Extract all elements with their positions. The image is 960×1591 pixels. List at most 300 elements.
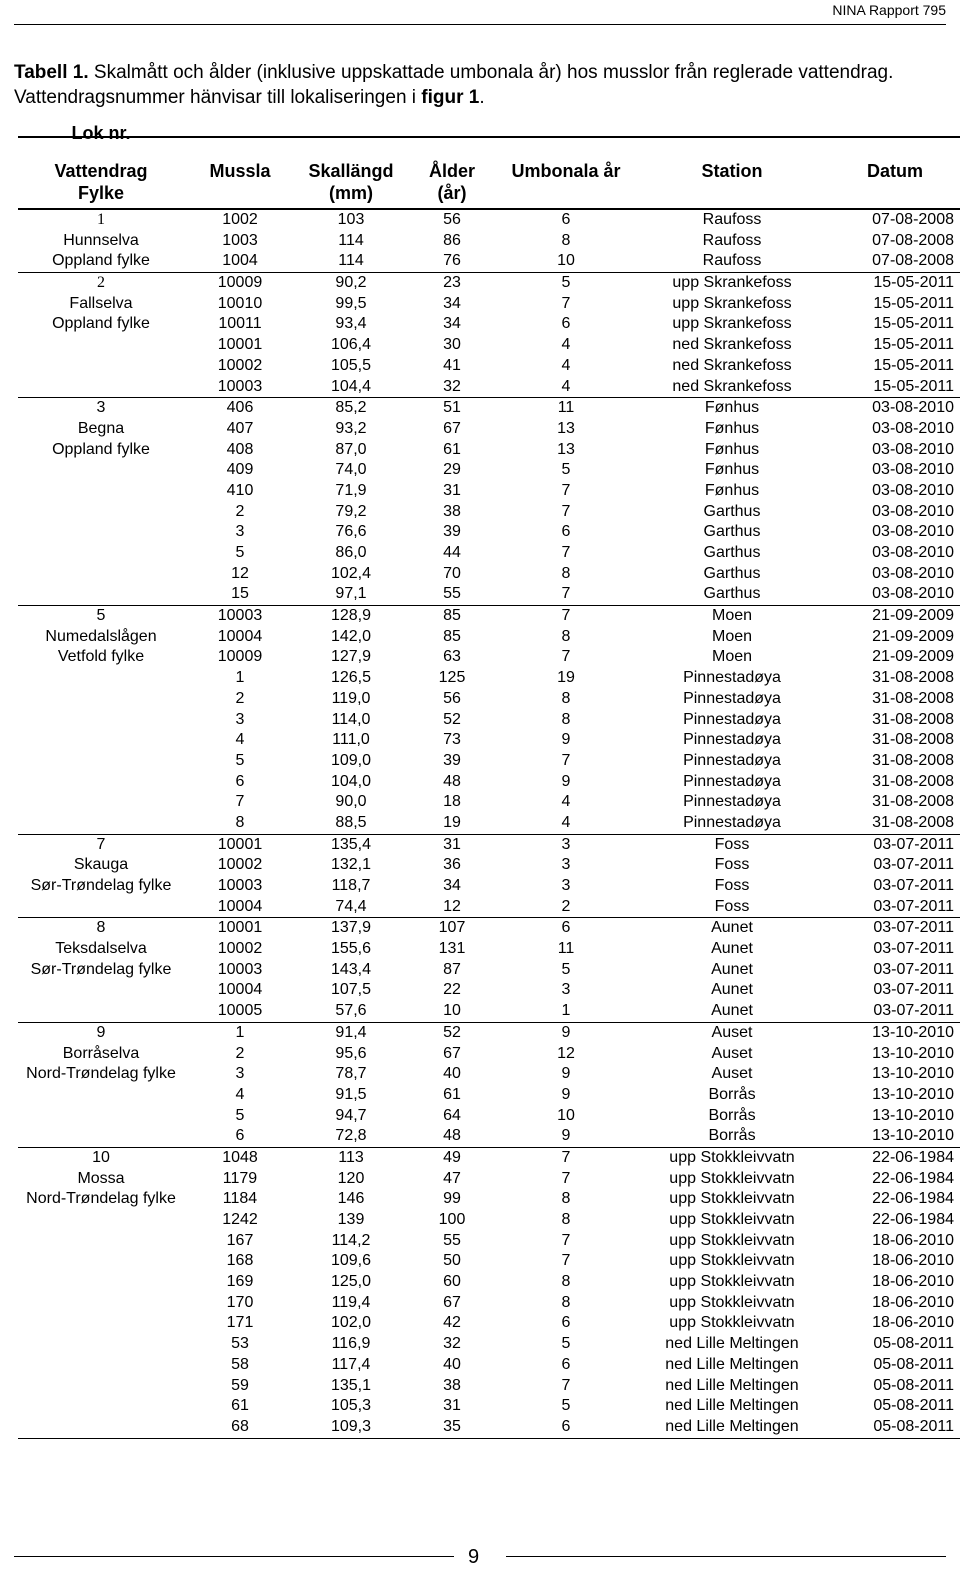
cell-mussla: 68 — [231, 1417, 249, 1435]
cell-station: Pinnestadøya — [683, 710, 781, 728]
cell-station: Foss — [714, 835, 750, 853]
cell-mussla: 3 — [235, 1065, 245, 1083]
cell-station: Garthus — [703, 564, 761, 582]
cell-alder: 38 — [443, 1376, 461, 1394]
table-row — [18, 813, 960, 834]
cell-skallangd: 94,7 — [335, 1106, 367, 1124]
cell-location — [18, 689, 184, 710]
cell-station: Foss — [714, 856, 750, 874]
col-skallangd: Skallängd — [308, 161, 394, 181]
cell-alder: 18 — [443, 793, 461, 811]
table-row — [18, 689, 960, 710]
cell-station: ned Lille Meltingen — [665, 1417, 799, 1435]
table-group — [18, 918, 960, 1022]
cell-station: Borrås — [708, 1127, 756, 1145]
cell-umbonala: 7 — [561, 1169, 571, 1187]
table-group — [18, 1023, 960, 1148]
cell-umbonala: 8 — [561, 564, 571, 582]
cell-umbonala: 9 — [561, 1023, 571, 1041]
footer-rule-right — [506, 1556, 946, 1557]
cell-datum: 03-07-2011 — [873, 897, 954, 915]
cell-alder: 34 — [443, 315, 461, 333]
cell-mussla: 408 — [226, 440, 254, 458]
cell-umbonala: 13 — [557, 419, 575, 437]
cell-alder: 48 — [443, 1127, 461, 1145]
cell-station: Fønhus — [704, 440, 760, 458]
table-row — [18, 231, 960, 252]
cell-mussla: 5 — [235, 751, 245, 769]
cell-alder: 70 — [443, 564, 461, 582]
table-caption — [14, 60, 954, 110]
cell-umbonala: 5 — [561, 1335, 571, 1353]
caption-label: Tabell 1. — [14, 62, 89, 83]
cell-mussla: 2 — [235, 502, 245, 520]
cell-datum: 03-07-2011 — [873, 1002, 954, 1020]
cell-mussla: 10011 — [218, 315, 262, 333]
cell-datum: 07-08-2008 — [872, 252, 954, 270]
cell-alder: 32 — [443, 377, 461, 395]
cell-alder: 55 — [443, 1231, 461, 1249]
cell-datum: 03-08-2010 — [872, 481, 954, 499]
cell-mussla: 10001 — [217, 835, 263, 853]
cell-location — [18, 772, 184, 793]
table-row — [18, 1001, 960, 1022]
cell-umbonala: 7 — [561, 294, 571, 312]
cell-alder: 23 — [443, 274, 461, 292]
cell-location: 10 — [92, 1148, 110, 1166]
cell-skallangd: 135,1 — [330, 1376, 372, 1394]
cell-umbonala: 19 — [557, 669, 575, 687]
cell-location — [18, 460, 184, 481]
cell-location — [18, 356, 184, 377]
col-vattendrag: Vattendrag — [54, 161, 148, 181]
cell-mussla: 10010 — [217, 294, 263, 312]
cell-mussla: 10003 — [217, 877, 263, 894]
cell-datum: 03-07-2011 — [873, 981, 954, 999]
cell-skallangd: 97,1 — [335, 585, 367, 603]
cell-station: Pinnestadøya — [683, 813, 781, 831]
table-row — [18, 377, 960, 398]
cell-station: Garthus — [703, 544, 761, 561]
cell-station: Fønhus — [704, 419, 760, 437]
cell-location — [18, 1334, 184, 1355]
cell-skallangd: 118,7 — [331, 877, 371, 894]
cell-skallangd: 74,0 — [335, 461, 367, 479]
cell-alder: 51 — [443, 399, 461, 417]
cell-alder: 39 — [443, 751, 461, 769]
cell-umbonala: 2 — [561, 897, 571, 915]
cell-location — [18, 1126, 184, 1147]
cell-datum: 15-05-2011 — [873, 315, 954, 333]
cell-alder: 52 — [443, 1023, 461, 1041]
cell-alder: 56 — [443, 689, 461, 707]
cell-station: ned Lille Meltingen — [665, 1397, 799, 1415]
cell-mussla: 3 — [235, 523, 245, 541]
cell-location: Oppland fylke — [52, 252, 150, 270]
cell-alder: 76 — [443, 252, 461, 270]
cell-umbonala: 3 — [561, 835, 571, 853]
cell-skallangd: 57,6 — [335, 1002, 367, 1020]
table-row — [18, 772, 960, 793]
page-number: 9 — [468, 1546, 480, 1568]
cell-datum: 03-08-2010 — [872, 399, 954, 417]
cell-datum: 15-05-2011 — [873, 356, 954, 374]
cell-skallangd: 87,0 — [335, 440, 367, 458]
cell-skallangd: 99,5 — [335, 294, 367, 312]
cell-skallangd: 113 — [338, 1148, 364, 1166]
cell-location: Hunnselva — [63, 231, 139, 249]
cell-mussla: 4 — [235, 1085, 245, 1103]
table-row — [18, 897, 960, 918]
cell-location — [18, 564, 184, 585]
cell-skallangd: 146 — [337, 1190, 365, 1208]
cell-skallangd: 114,0 — [331, 710, 371, 728]
cell-umbonala: 6 — [561, 919, 571, 937]
cell-mussla: 10004 — [217, 897, 263, 915]
cell-skallangd: 79,2 — [335, 502, 367, 520]
cell-mussla: 5 — [235, 1106, 245, 1124]
cell-station: Raufoss — [702, 231, 762, 249]
table-row — [18, 314, 960, 335]
cell-skallangd: 88,5 — [335, 813, 367, 831]
cell-skallangd: 102,4 — [330, 564, 372, 582]
cell-location — [18, 1231, 184, 1252]
cell-mussla: 1179 — [222, 1169, 258, 1187]
cell-datum: 05-08-2011 — [873, 1335, 954, 1353]
cell-umbonala: 7 — [561, 502, 571, 520]
cell-station: Moen — [711, 627, 753, 645]
cell-alder: 85 — [443, 607, 461, 625]
cell-mussla: 53 — [231, 1335, 249, 1353]
cell-mussla: 10009 — [217, 274, 263, 292]
cell-umbonala: 4 — [561, 356, 571, 374]
cell-datum: 31-08-2008 — [872, 710, 954, 728]
cell-skallangd: 114,2 — [331, 1231, 371, 1249]
cell-alder: 35 — [443, 1417, 461, 1435]
cell-alder: 52 — [443, 710, 461, 728]
cell-datum: 13-10-2010 — [872, 1044, 954, 1062]
table-row — [18, 1023, 960, 1044]
cell-location: Oppland fylke — [52, 315, 150, 333]
cell-datum: 03-07-2011 — [873, 940, 954, 958]
footer-rule-left — [14, 1556, 454, 1557]
cell-datum: 03-07-2011 — [873, 856, 954, 874]
cell-skallangd: 139 — [337, 1211, 365, 1228]
cell-alder: 40 — [443, 1355, 461, 1373]
cell-umbonala: 7 — [561, 1252, 571, 1270]
col-fylke: Fylke — [77, 183, 125, 203]
table-row — [18, 627, 960, 648]
col-alder-unit: (år) — [437, 183, 467, 203]
cell-datum: 05-08-2011 — [873, 1397, 954, 1415]
cell-umbonala: 11 — [557, 399, 575, 417]
cell-alder: 39 — [443, 523, 461, 541]
data-table — [18, 123, 960, 1439]
cell-location: Nord-Trøndelag fylke — [26, 1065, 176, 1083]
cell-datum: 03-08-2010 — [872, 419, 954, 437]
cell-datum: 18-06-2010 — [872, 1231, 954, 1249]
cell-datum: 21-09-2009 — [872, 607, 954, 625]
cell-alder: 22 — [443, 981, 461, 999]
cell-alder: 63 — [443, 648, 461, 666]
cell-location: Vetfold fylke — [57, 648, 145, 666]
cell-skallangd: 72,8 — [335, 1127, 367, 1145]
cell-umbonala: 4 — [561, 377, 571, 395]
cell-datum: 03-07-2011 — [873, 960, 954, 978]
cell-skallangd: 109,3 — [330, 1417, 372, 1435]
cell-alder: 61 — [443, 440, 461, 458]
cell-station: ned Lille Meltingen — [665, 1335, 799, 1353]
cell-datum: 03-08-2010 — [872, 544, 954, 561]
cell-station: Moen — [711, 648, 753, 666]
cell-station: Raufoss — [702, 252, 762, 270]
cell-umbonala: 7 — [561, 607, 571, 625]
cell-station: Borrås — [708, 1106, 756, 1124]
cell-datum: 18-06-2010 — [872, 1293, 954, 1311]
cell-datum: 22-06-1984 — [872, 1211, 954, 1228]
cell-station: Moen — [711, 607, 753, 625]
cell-alder: 64 — [443, 1106, 461, 1124]
cell-skallangd: 142,0 — [330, 627, 372, 645]
cell-skallangd: 105,3 — [330, 1397, 372, 1415]
cell-location — [18, 1106, 184, 1127]
cell-location: Mossa — [77, 1169, 125, 1187]
cell-umbonala: 5 — [561, 1397, 571, 1415]
cell-umbonala: 8 — [561, 689, 571, 707]
table-row — [18, 481, 960, 502]
table-row — [18, 1085, 960, 1106]
cell-location: Borråselva — [62, 1044, 140, 1062]
cell-location — [18, 1355, 184, 1376]
cell-skallangd: 90,0 — [335, 793, 367, 811]
cell-station: ned Skrankefoss — [672, 377, 792, 395]
cell-mussla: 10004 — [217, 981, 263, 999]
cell-skallangd: 86,0 — [335, 544, 367, 561]
table-row — [18, 1169, 960, 1190]
cell-station: Auset — [711, 1044, 753, 1062]
cell-umbonala: 6 — [561, 211, 571, 228]
cell-mussla: 58 — [231, 1355, 249, 1373]
cell-mussla: 59 — [231, 1376, 249, 1394]
cell-station: upp Stokkleivvatn — [669, 1211, 795, 1228]
cell-skallangd: 120 — [337, 1169, 365, 1187]
cell-station: Pinnestadøya — [683, 751, 781, 769]
cell-station: upp Stokkleivvatn — [669, 1231, 795, 1249]
table-body — [18, 210, 960, 1439]
table-group — [18, 273, 960, 398]
cell-mussla: 5 — [235, 544, 245, 561]
cell-alder: 44 — [443, 544, 461, 561]
cell-mussla: 7 — [235, 793, 245, 811]
cell-umbonala: 6 — [561, 523, 571, 541]
cell-umbonala: 7 — [561, 1231, 571, 1249]
cell-alder: 31 — [443, 835, 461, 853]
cell-location: 7 — [96, 835, 106, 853]
table-row — [18, 440, 960, 461]
cell-skallangd: 104,4 — [330, 377, 372, 395]
table-row — [18, 543, 960, 564]
cell-location: 2 — [97, 274, 105, 292]
cell-datum: 15-05-2011 — [873, 377, 954, 395]
table-row — [18, 1064, 960, 1085]
cell-alder: 131 — [438, 940, 466, 958]
cell-mussla: 10005 — [217, 1002, 263, 1020]
cell-alder: 125 — [438, 669, 466, 687]
cell-umbonala: 13 — [557, 440, 575, 458]
cell-mussla: 410 — [226, 481, 254, 499]
cell-mussla: 1002 — [222, 211, 258, 228]
cell-location — [18, 1376, 184, 1397]
cell-skallangd: 103 — [337, 211, 365, 228]
cell-location — [18, 1313, 184, 1334]
cell-location — [18, 710, 184, 731]
table-row — [18, 730, 960, 751]
caption-end: . — [479, 87, 485, 108]
cell-location — [18, 1001, 184, 1022]
col-mussla: Mussla — [209, 161, 271, 181]
cell-datum: 31-08-2008 — [872, 793, 954, 811]
table-row — [18, 1251, 960, 1272]
cell-umbonala: 5 — [561, 461, 571, 479]
cell-umbonala: 7 — [561, 1376, 571, 1394]
cell-umbonala: 8 — [561, 627, 571, 645]
cell-alder: 100 — [438, 1211, 466, 1228]
cell-location — [18, 751, 184, 772]
cell-mussla: 1242 — [222, 1211, 258, 1228]
cell-location — [18, 1417, 184, 1438]
cell-umbonala: 3 — [561, 856, 571, 874]
cell-datum: 31-08-2008 — [872, 669, 954, 687]
cell-location: Nord-Trøndelag fylke — [26, 1190, 176, 1208]
cell-mussla: 61 — [231, 1397, 249, 1415]
cell-skallangd: 116,9 — [331, 1335, 371, 1353]
cell-station: Pinnestadøya — [683, 669, 781, 687]
cell-alder: 36 — [443, 856, 461, 874]
table-row — [18, 960, 960, 981]
cell-mussla: 1 — [235, 1023, 245, 1041]
cell-station: Borrås — [708, 1085, 756, 1103]
cell-alder: 60 — [443, 1273, 461, 1291]
table-row — [18, 584, 960, 605]
cell-umbonala: 9 — [561, 1127, 571, 1145]
cell-umbonala: 1 — [561, 1002, 571, 1020]
col-datum: Datum — [866, 161, 923, 181]
cell-station: Auset — [711, 1065, 753, 1083]
cell-location — [18, 1293, 184, 1314]
cell-station: Fønhus — [704, 481, 760, 499]
table-row — [18, 1355, 960, 1376]
cell-datum: 03-08-2010 — [872, 585, 954, 603]
cell-skallangd: 74,4 — [335, 897, 367, 915]
caption-figure-ref: figur 1 — [421, 87, 480, 108]
cell-datum: 05-08-2011 — [873, 1417, 954, 1435]
cell-station: upp Skrankefoss — [672, 315, 792, 333]
cell-alder: 67 — [443, 1293, 461, 1311]
cell-datum: 31-08-2008 — [872, 689, 954, 707]
table-row — [18, 668, 960, 689]
table-group — [18, 606, 960, 835]
table-group — [18, 398, 960, 606]
cell-umbonala: 7 — [561, 481, 571, 499]
table-row — [18, 647, 960, 668]
cell-mussla: 170 — [226, 1293, 254, 1311]
cell-mussla: 409 — [226, 461, 254, 479]
cell-datum: 13-10-2010 — [872, 1085, 954, 1103]
cell-location — [18, 1251, 184, 1272]
cell-mussla: 1048 — [222, 1148, 258, 1166]
cell-datum: 18-06-2010 — [872, 1252, 954, 1270]
table-row — [18, 606, 960, 627]
cell-datum: 31-08-2008 — [872, 731, 954, 749]
table-row — [18, 710, 960, 731]
cell-station: Fønhus — [704, 399, 760, 417]
cell-mussla: 2 — [235, 689, 245, 707]
cell-umbonala: 10 — [557, 252, 575, 270]
cell-location — [18, 668, 184, 689]
cell-umbonala: 7 — [561, 648, 571, 666]
cell-station: upp Stokkleivvatn — [669, 1314, 795, 1332]
table-row — [18, 356, 960, 377]
cell-skallangd: 109,6 — [330, 1252, 372, 1270]
cell-mussla: 1 — [235, 669, 245, 687]
cell-umbonala: 8 — [561, 1211, 571, 1228]
cell-mussla: 10003 — [217, 377, 263, 395]
cell-mussla: 168 — [226, 1252, 254, 1270]
cell-location: Skauga — [73, 856, 129, 874]
cell-station: Aunet — [711, 1002, 753, 1020]
cell-umbonala: 6 — [561, 315, 571, 333]
cell-skallangd: 117,4 — [331, 1355, 371, 1373]
cell-alder: 49 — [443, 1148, 461, 1166]
cell-station: Pinnestadøya — [683, 731, 781, 749]
cell-umbonala: 5 — [561, 274, 571, 292]
table-row — [18, 1126, 960, 1147]
cell-mussla: 1184 — [222, 1190, 258, 1208]
cell-station: Aunet — [711, 960, 753, 978]
cell-station: ned Skrankefoss — [672, 336, 792, 354]
table-row — [18, 939, 960, 960]
col-station: Station — [701, 161, 763, 181]
cell-umbonala: 6 — [561, 1314, 571, 1332]
cell-location: Sør-Trøndelag fylke — [30, 960, 172, 978]
cell-umbonala: 3 — [561, 877, 571, 894]
cell-mussla: 10001 — [217, 919, 263, 937]
col-alder: Ålder — [428, 161, 475, 181]
cell-location: Teksdalselva — [55, 940, 147, 958]
cell-location — [18, 584, 184, 605]
cell-alder: 48 — [443, 772, 461, 790]
cell-umbonala: 12 — [557, 1044, 575, 1062]
cell-alder: 31 — [443, 481, 461, 499]
cell-alder: 87 — [443, 960, 461, 978]
cell-station: upp Skrankefoss — [672, 274, 792, 292]
table-row — [18, 502, 960, 523]
cell-station: Pinnestadøya — [683, 772, 781, 790]
cell-skallangd: 107,5 — [330, 981, 372, 999]
cell-skallangd: 71,9 — [335, 481, 367, 499]
cell-alder: 61 — [443, 1085, 461, 1103]
col-skallangd-unit: (mm) — [329, 183, 373, 203]
cell-umbonala: 8 — [561, 710, 571, 728]
header-rule — [14, 24, 946, 25]
cell-alder: 85 — [443, 627, 461, 645]
cell-mussla: 10002 — [217, 856, 263, 874]
table-row — [18, 835, 960, 856]
cell-umbonala: 5 — [561, 960, 571, 978]
cell-alder: 31 — [443, 1397, 461, 1415]
cell-umbonala: 11 — [557, 940, 575, 958]
table-row — [18, 1106, 960, 1127]
